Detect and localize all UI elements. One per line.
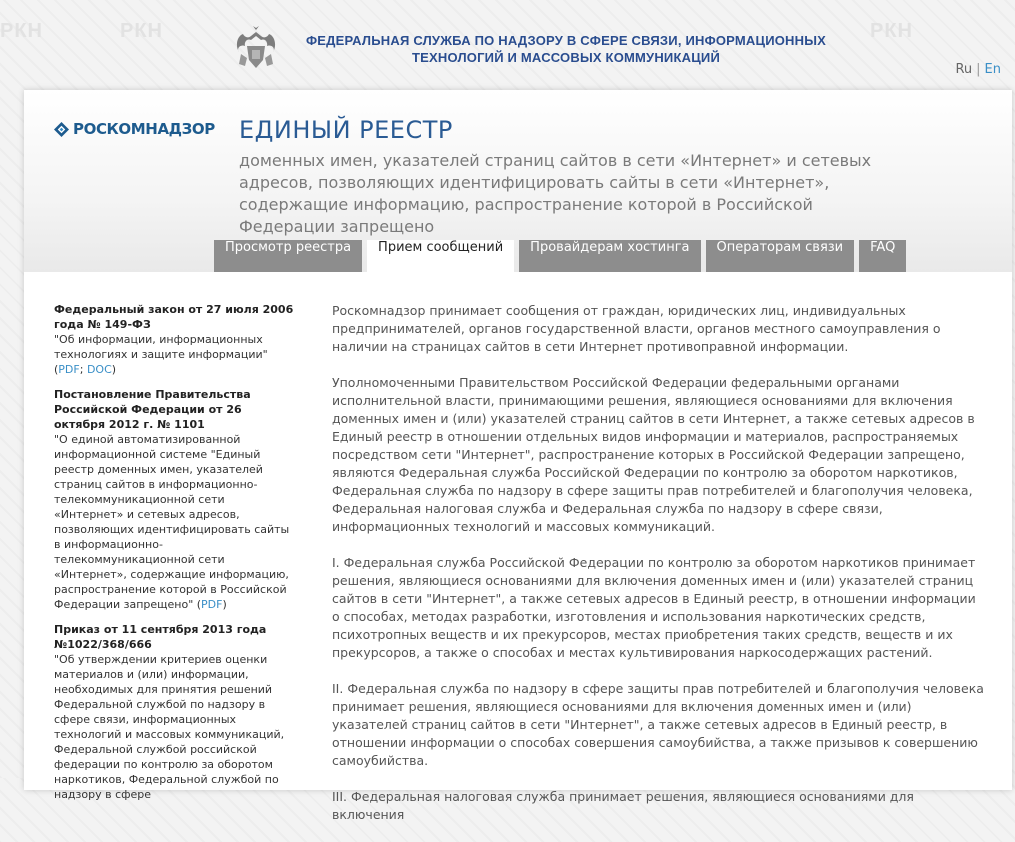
pdf-link[interactable]: PDF: [201, 598, 223, 611]
lang-en-link[interactable]: En: [984, 62, 1001, 77]
link-separator: ;: [79, 363, 87, 376]
document-text: "Об утверждении критериев оценки материалов и (или) информации, необходимых для принятия решений Федеральной службой по надзору в сфере связи, информационных технологий и массовых коммуникаций, Федеральной службой российской федерации по контролю за оборотом наркотиков, Федеральной службой по надзору в сфере: [54, 653, 285, 801]
paren-close: ): [222, 598, 227, 611]
logo-text: РОСКОМНАДЗОР: [73, 120, 215, 138]
doc-link[interactable]: DOC: [86, 363, 112, 376]
page-title: ЕДИНЫЙ РЕЕСТР: [239, 116, 453, 144]
pdf-link[interactable]: PDF: [58, 363, 80, 376]
document-title: Федеральный закон от 27 июля 2006 года № 149-ФЗ: [54, 303, 294, 331]
tab-faq[interactable]: FAQ: [859, 240, 906, 272]
document-text: "Об информации, информационных технологиях и защите информации" (: [54, 333, 268, 376]
document-item: [54, 302, 294, 377]
main-content: [332, 302, 987, 842]
tab-receive-messages[interactable]: Прием сообщений: [367, 240, 514, 273]
watermark-logo: РКН: [0, 20, 43, 42]
content-paragraph: I. Федеральная служба Российской Федерации по контролю за оборотом наркотиков принимает решения, являющиеся основаниями для включения доменных имен и (или) указателей страниц сайтов в сети "Интернет", а также сетевых адресов в Единый реестр, в отношении информации о способах, методах разработки, изготовления и использования наркотических средств, психотропных веществ и их прекурсоров, местах приобретения таких средств, веществ и их прекурсоров, а также о способах и местах культивирования наркосодержащих растений.: [332, 555, 976, 660]
document-item: [54, 387, 294, 612]
tab-view-registry[interactable]: Просмотр реестра: [214, 240, 362, 272]
content-paragraph: III. Федеральная налоговая служба принимает решения, являющиеся основаниями для включения: [332, 789, 914, 822]
watermark-logo: РКН: [120, 20, 163, 42]
document-title: Приказ от 11 сентября 2013 года №1022/368/666: [54, 623, 267, 651]
documents-sidebar: [54, 302, 294, 812]
tab-telecom-operators[interactable]: Операторам связи: [706, 240, 855, 272]
rkn-logo-icon: [54, 122, 69, 137]
top-header: [0, 0, 1015, 90]
nav-tabs: [214, 240, 911, 273]
lang-separator: |: [976, 62, 981, 77]
agency-title: ФЕДЕРАЛЬНАЯ СЛУЖБА ПО НАДЗОРУ В СФЕРЕ СВЯЗИ, ИНФОРМАЦИОННЫХ ТЕХНОЛОГИЙ И МАССОВЫХ КОММУНИКАЦИЙ: [305, 33, 827, 65]
page-subtitle: доменных имен, указателей страниц сайтов в сети «Интернет» и сетевых адресов, позволяющих идентифицировать сайты в сети «Интернет», содержащие информацию, распространение которой в Российской Федерации запрещено: [239, 151, 872, 236]
watermark-logo: РКН: [870, 20, 913, 42]
double-headed-eagle-icon: [233, 24, 279, 72]
language-switcher: [955, 62, 1001, 77]
document-text: "О единой автоматизированной информационной системе "Единый реестр доменных имен, указателей страниц сайтов в информационно-телекоммуникационной сети «Интернет» и сетевых адресов, позволяющих идентифицировать сайты в информационно-телекоммуникационной сети «Интернет», содержащие информацию, распространение которой в Российской Федерации запрещено" (: [54, 433, 290, 611]
content-paragraph: II. Федеральная служба по надзору в сфере защиты прав потребителей и благополучия человека принимает решения, являющиеся основаниями для включения доменных имен и (или) указателей страниц сайтов в сети "Интернет", а также сетевых адресов в Единый реестр, в отношении информации о способах совершения самоубийства, а также призывов к совершению самоубийства.: [332, 681, 984, 768]
document-title: Постановление Правительства Российской Федерации от 26 октября 2012 г. № 1101: [54, 388, 251, 431]
content-paragraph: Уполномоченными Правительством Российской Федерации федеральными органами исполнительной власти, принимающими решения, являющиеся основаниями для включения доменных имен и (или) указателей страниц сайтов в сети Интернет, а также сетевых адресов в Единый реестр в отношении отдельных видов информации и материалов, распространяемых посредством сети "Интернет", распространение которых в Российской Федерации запрещено, являются Федеральная служба Российской Федерации по контролю за оборотом наркотиков, Федеральная служба по надзору в сфере защиты прав потребителей и благополучия человека, Федеральная налоговая служба и Федеральная служба по надзору в сфере связи, информационных технологий и массовых коммуникаций.: [332, 375, 975, 534]
paren-close: ): [111, 363, 117, 376]
rkn-logo[interactable]: [54, 120, 215, 138]
tab-hosting-providers[interactable]: Провайдерам хостинга: [519, 240, 700, 272]
document-item: [54, 622, 294, 802]
lang-ru-link[interactable]: Ru: [955, 62, 973, 77]
card-header: [24, 90, 1012, 272]
registry-card: [24, 90, 1012, 822]
content-paragraph: Роскомнадзор принимает сообщения от граждан, юридических лиц, индивидуальных предпринимателей, органов государственной власти, органов местного самоуправления о наличии на страницах сайтов в сети Интернет противоправной информации.: [332, 303, 941, 354]
